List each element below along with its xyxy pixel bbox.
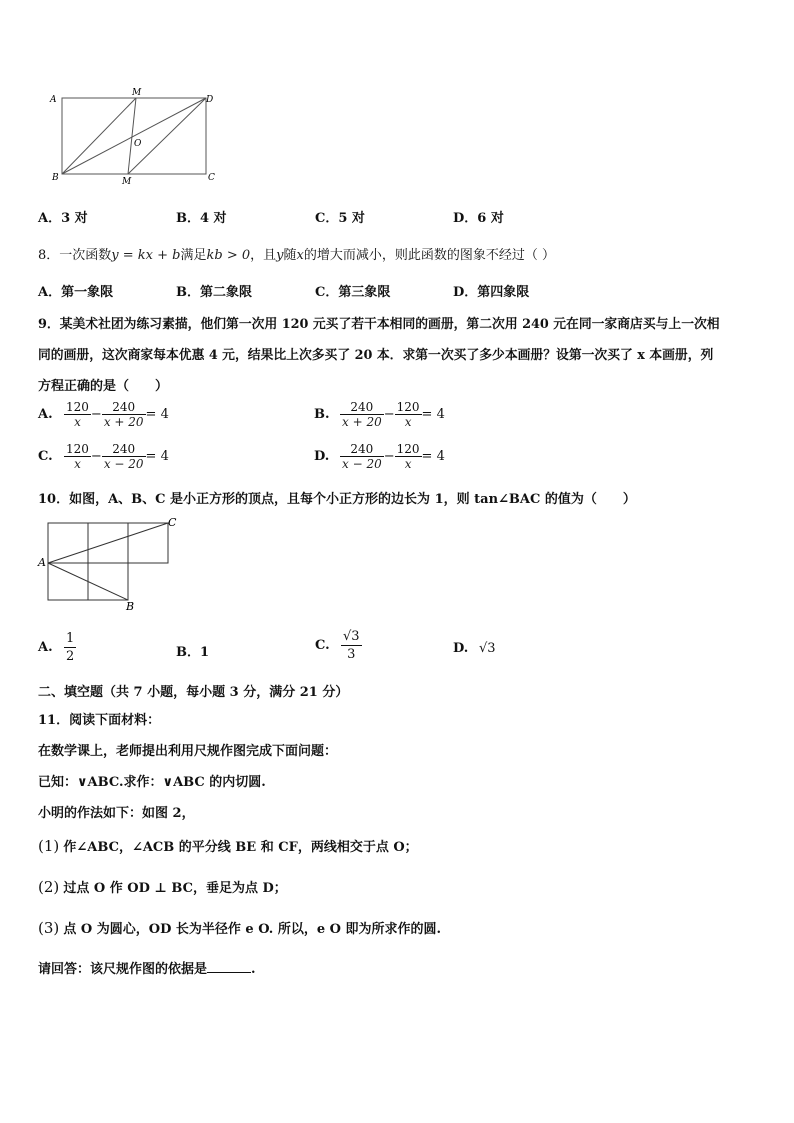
q9-d-frac-1	[340, 442, 384, 471]
section-2-heading: 二、填空题（共 7 小题，每小题 3 分，满分 21 分）	[38, 685, 349, 700]
q9-c-rhs: = 4	[145, 449, 169, 464]
q9-a-d1: x	[64, 414, 91, 429]
q11-line-4: 小明的作法如下：如图 2，	[38, 806, 195, 821]
q11-line-2: 在数学课上，老师提出利用尺规作图完成下面问题：	[38, 744, 338, 759]
q9-a-n2: 240	[112, 400, 136, 414]
q11-step-3-text: 点 O 为圆心，OD 长为半径作 e O. 所以，e O 即为所求作的圆.	[63, 922, 442, 937]
q9-line-2: 同的画册，这次商家每本优惠 4 元，结果比上次多买了 20 本．求第一次买了多少本画册？设第一次买了 x 本画册，列	[38, 348, 714, 363]
q8-option-a[interactable]: A．第一象限	[38, 285, 114, 300]
q10-option-d[interactable]	[453, 641, 496, 656]
q11-answer-prefix: 请回答：该尺规作图的依据是	[38, 962, 208, 977]
q9-a-d2: x + 20	[103, 415, 144, 429]
q10-c-frac	[341, 628, 362, 663]
q11-answer-line	[38, 958, 256, 977]
q9-line-1: 9．某美术社团为练习素描，他们第一次用 120 元买了若干本相同的画册，第二次用 240 元在同一家商店买与上一次相	[38, 317, 720, 332]
q8-formula-3: y	[276, 248, 284, 263]
q10-label-c: C	[168, 516, 177, 529]
q9-option-b-letter: B.	[314, 407, 330, 422]
q11-step-1-text: 作∠ABC，∠ACB 的平分线 BE 和 CF，两线相交于点 O；	[63, 840, 418, 855]
q8-stem	[38, 244, 555, 263]
q11-step-1-num: (1)	[38, 837, 60, 855]
q9-option-c[interactable]	[38, 442, 169, 471]
q9-a-n1: 120	[66, 400, 89, 414]
q10-d-value: √3	[479, 641, 496, 656]
q11-step-1	[38, 836, 418, 855]
q11-step-3-num: (3)	[38, 919, 60, 937]
q11-step-2-text: 过点 O 作 OD ⊥ BC，垂足为点 D；	[63, 881, 287, 896]
q10-option-d-letter: D.	[453, 641, 469, 656]
q9-line-3: 方程正确的是（ ）	[38, 379, 169, 394]
q9-b-frac-1	[340, 400, 384, 429]
q9-d-frac-2	[395, 442, 422, 471]
q9-option-a-letter: A.	[38, 407, 53, 422]
q10-label-b: B	[126, 600, 135, 612]
q10-option-c[interactable]	[315, 628, 362, 663]
q10-a-den: 2	[66, 649, 75, 664]
q10-stem: 10．如图，A、B、C 是小正方形的顶点，且每个小正方形的边长为 1，则 tan∠BAC 的值为（ ）	[38, 492, 636, 507]
q9-c-frac-1	[64, 442, 91, 471]
q7-option-d[interactable]: D．6 对	[453, 211, 504, 226]
q7-label-d: D	[206, 95, 214, 105]
q9-c-n1: 120	[66, 442, 89, 456]
q9-option-a[interactable]	[38, 400, 169, 429]
q10-option-a-letter: A.	[38, 640, 53, 655]
q9-b-frac-2	[395, 400, 422, 429]
q10-option-c-letter: C.	[315, 638, 330, 653]
q10-a-frac	[64, 630, 76, 665]
q11-answer-blank[interactable]	[207, 960, 251, 973]
q8-text-4: 随	[283, 248, 297, 263]
q9-b-n2: 120	[396, 400, 420, 414]
q8-text-1: 一次函数	[59, 248, 112, 263]
q9-b-rhs: = 4	[421, 407, 445, 422]
q11-answer-suffix: .	[251, 962, 256, 977]
q8-option-b[interactable]: B．第二象限	[176, 285, 252, 300]
q7-option-a[interactable]: A．3 对	[38, 211, 88, 226]
q7-label-m-top: M	[132, 88, 142, 98]
q9-c-frac-2	[102, 442, 146, 471]
q8-formula-2: kb > 0	[206, 248, 251, 263]
q7-label-m-bottom: M	[122, 177, 132, 187]
q9-a-rhs: = 4	[145, 407, 169, 422]
q7-option-c[interactable]: C．5 对	[315, 211, 365, 226]
q11-step-2-num: (2)	[38, 878, 60, 896]
q11-line-3: 已知：∨ABC.求作：∨ABC 的内切圆.	[38, 775, 266, 790]
q9-d-n1: 240	[350, 442, 374, 456]
q7-label-b: B	[52, 173, 59, 183]
q9-a-minus: −	[90, 407, 102, 422]
q9-c-minus: −	[90, 449, 102, 464]
q9-b-n1: 240	[350, 400, 374, 414]
q7-label-o: O	[134, 139, 142, 149]
q9-d-rhs: = 4	[421, 449, 445, 464]
q7-label-a: A	[50, 95, 57, 105]
q10-a-num: 1	[66, 631, 75, 646]
q9-d-n2: 120	[396, 442, 420, 456]
q11-line-1: 11．阅读下面材料：	[38, 713, 161, 728]
q10-label-a: A	[38, 556, 46, 569]
q9-d-d2: x	[395, 456, 422, 471]
q8-text-2: 满足	[180, 248, 207, 263]
q8-number: 8．	[38, 248, 60, 263]
q10-option-b[interactable]: B．1	[176, 645, 210, 660]
q9-c-d1: x	[64, 456, 91, 471]
q9-d-d1: x − 20	[342, 457, 382, 471]
q9-d-minus: −	[383, 449, 395, 464]
q9-option-c-letter: C.	[38, 449, 53, 464]
q10-c-num: √3	[343, 629, 360, 644]
q9-c-n2: 240	[112, 442, 136, 456]
q9-b-d2: x	[395, 414, 422, 429]
q9-a-frac-2	[102, 400, 146, 429]
q10-figure	[36, 512, 186, 612]
q8-formula-4: x	[296, 248, 304, 263]
q9-b-d1: x + 20	[342, 415, 382, 429]
q8-formula-1: y = kx + b	[111, 248, 181, 263]
q8-text-5: 的增大而减小，则此函数的图象不经过（ ）	[303, 248, 556, 263]
q9-option-b[interactable]	[314, 400, 445, 429]
q10-option-a[interactable]	[38, 630, 76, 665]
q10-c-den: 3	[341, 645, 362, 663]
q7-option-b[interactable]: B．4 对	[176, 211, 227, 226]
q8-option-c[interactable]: C．第三象限	[315, 285, 391, 300]
q7-label-c: C	[208, 173, 215, 183]
q9-c-d2: x − 20	[103, 457, 144, 471]
q7-figure	[46, 88, 226, 188]
q8-option-d[interactable]: D．第四象限	[453, 285, 530, 300]
q11-step-3	[38, 918, 441, 937]
q11-step-2	[38, 877, 287, 896]
q9-a-frac-1	[64, 400, 91, 429]
q9-option-d-letter: D.	[314, 449, 330, 464]
q9-b-minus: −	[383, 407, 395, 422]
q9-option-d[interactable]	[314, 442, 445, 471]
q8-text-3: ，且	[250, 248, 277, 263]
